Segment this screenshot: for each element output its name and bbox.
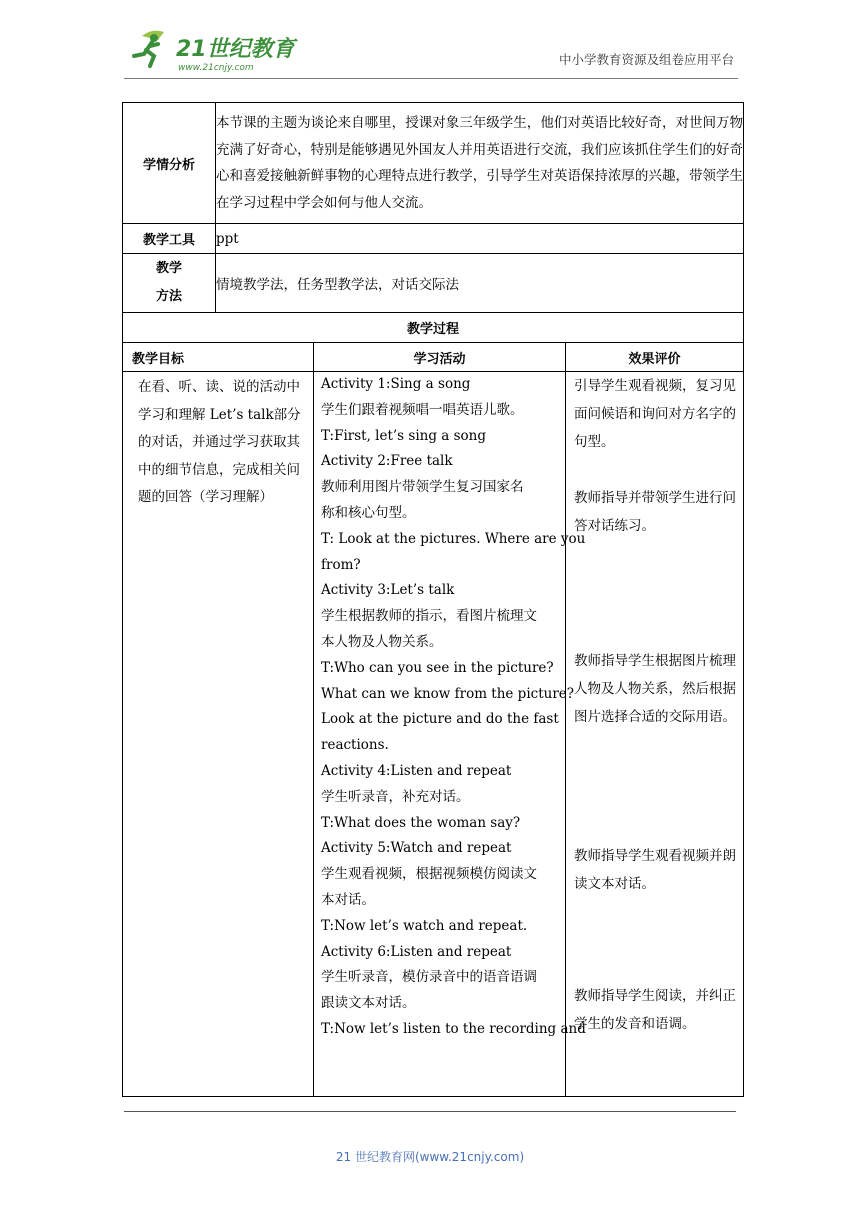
activity-line: 本人物及人物关系。: [321, 633, 443, 650]
activity-line: T:Now let’s watch and repeat.: [321, 917, 528, 934]
logo-url: www.21cnjy.com: [178, 63, 254, 73]
activity-line: T:Who can you see in the picture?: [321, 659, 554, 676]
activity-line: 本对话。: [321, 891, 375, 908]
lesson-plan-table: [122, 102, 744, 1097]
activity-line: Activity 1:Sing a song: [321, 376, 471, 392]
col-header-activity: 学习活动: [314, 343, 566, 372]
row-process-content: [123, 372, 744, 1097]
footer-divider: [124, 1111, 736, 1112]
logo-wordmark: 21世纪教育: [176, 37, 295, 62]
eval-block: 教师指导学生根据图片梳理人物及人物关系，然后根据图片选择合适的交际用语。: [574, 653, 736, 725]
activity-line: reactions.: [321, 737, 389, 754]
activity-line: 学生听录音，模仿录音中的语音语调: [321, 969, 537, 986]
activity-cell: [314, 372, 586, 1097]
process-title: 教学过程: [123, 313, 744, 343]
row-student-analysis: [123, 103, 744, 224]
activity-line: 学生们跟着视频唱一唱英语儿歌。: [321, 401, 524, 418]
activity-line: T:First, let’s sing a song: [321, 427, 486, 444]
activity-line: from?: [321, 556, 361, 573]
header-divider: [124, 78, 738, 79]
col-header-eval: 效果评价: [566, 343, 744, 372]
activity-line: Look at the picture and do the fast: [321, 711, 559, 728]
row-teaching-tools: [123, 224, 744, 254]
row-column-headers: [123, 343, 744, 372]
eval-block: 教师指导并带领学生进行问答对话练习。: [574, 490, 736, 534]
label-methods-line2: 方法: [155, 289, 182, 304]
student-analysis-text: 本节课的主题为谈论来自哪里，授课对象三年级学生，他们对英语比较好奇，对世间万物充满了好奇心，特别是能够遇见外国友人并用英语进行交流，我们应该抓住学生们的好奇心和喜爱接触新鲜事物的心理特点进行教学，引导学生对英语保持浓厚的兴趣，带领学生在学习过程中学会如何与他人交流。: [216, 103, 744, 224]
page-header: [128, 26, 734, 78]
activity-line: Activity 5:Watch and repeat: [321, 840, 512, 857]
goal-cell: 在看、听、读、说的活动中学习和理解 Let’s talk部分的对话，并通过学习获取其中的细节信息，完成相关问题的回答（学习理解）: [123, 372, 314, 1097]
label-student-analysis: 学情分析: [123, 103, 216, 224]
row-teaching-methods: [123, 254, 744, 313]
label-teaching-methods: [123, 254, 216, 313]
activity-line: Activity 4:Listen and repeat: [321, 762, 512, 779]
activity-line: T: Look at the pictures. Where are you: [321, 530, 586, 547]
activity-line: Activity 3:Let’s talk: [321, 582, 455, 599]
activity-line: 学生观看视频，根据视频模仿阅读文: [321, 866, 537, 883]
activity-line: T:Now let’s listen to the recording and: [321, 1020, 586, 1037]
eval-cell: [566, 372, 744, 1097]
activity-line: 教师利用图片带领学生复习国家名: [321, 479, 524, 496]
activity-line: 跟读文本对话。: [321, 995, 416, 1012]
activity-line: 学生根据教师的指示，看图片梳理文: [321, 608, 537, 625]
platform-name: 中小学教育资源及组卷应用平台: [558, 52, 734, 67]
activity-line: Activity 6:Listen and repeat: [321, 943, 512, 960]
teaching-tools-text: ppt: [216, 224, 744, 254]
eval-block: 引导学生观看视频，复习见面问候语和询问对方名字的句型。: [574, 378, 736, 450]
footer-link[interactable]: 21 世纪教育网(www.21cnjy.com): [335, 1150, 525, 1164]
label-methods-line1: 教学: [155, 261, 182, 276]
activity-line: 称和核心句型。: [321, 504, 416, 521]
activity-line: T:What does the woman say?: [321, 814, 521, 831]
eval-block: 教师指导学生阅读，并纠正学生的发音和语调。: [574, 988, 736, 1032]
site-logo: [128, 26, 298, 76]
activity-line: Activity 2:Free talk: [321, 453, 453, 470]
label-teaching-tools: 教学工具: [123, 224, 216, 254]
activity-line: What can we know from the picture?: [321, 685, 575, 702]
activity-line: 学生听录音，补充对话。: [321, 788, 470, 805]
eval-block: 教师指导学生观看视频并朗读文本对话。: [574, 848, 736, 892]
teaching-methods-text: 情境教学法，任务型教学法，对话交际法: [216, 254, 744, 313]
row-process-title: [123, 313, 744, 343]
col-header-goal: 教学目标: [123, 343, 314, 372]
